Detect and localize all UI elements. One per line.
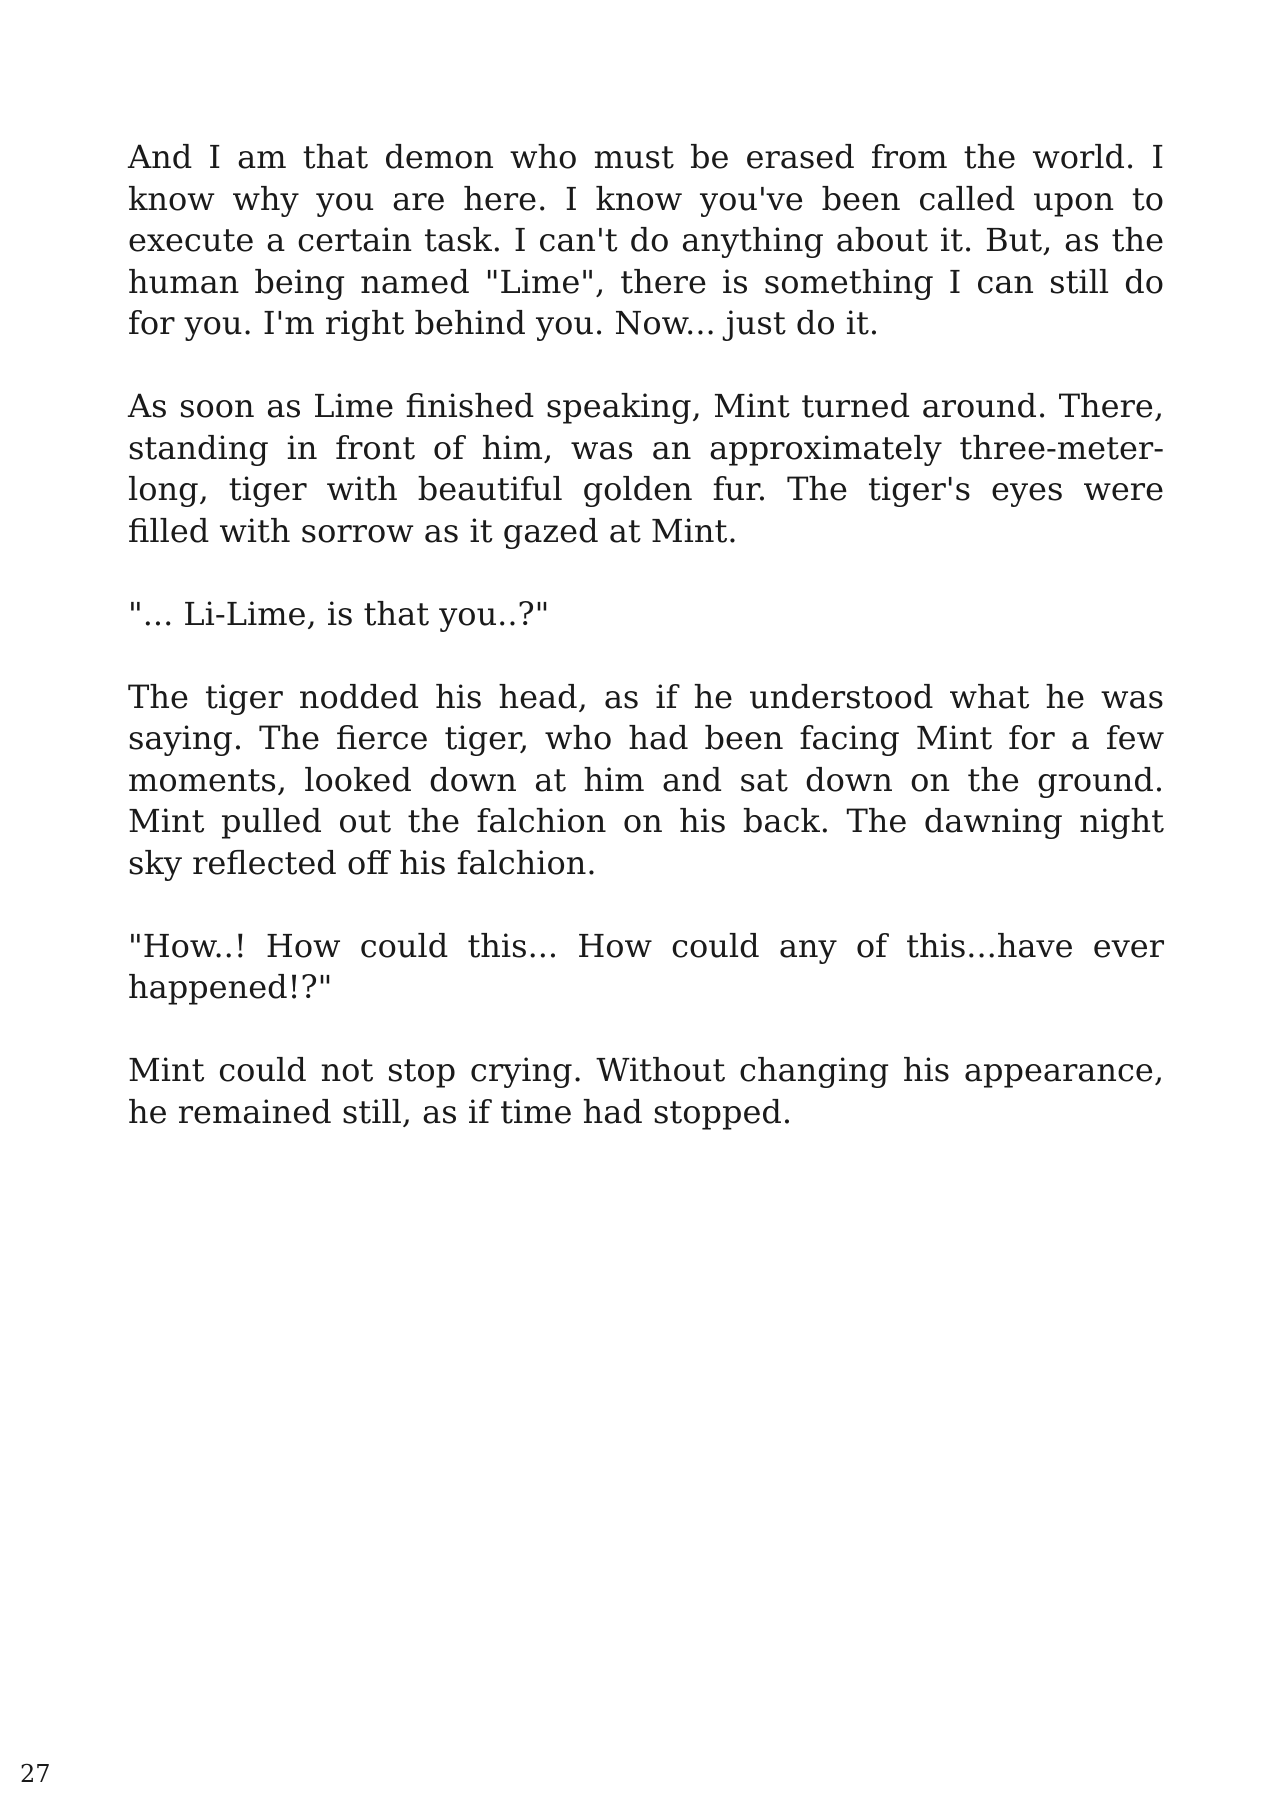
- paragraph: As soon as Lime finished speaking, Mint turned around. There, standing in front of him, was an approximately three-meter-long, tiger with beautiful golden fur. The tiger's eyes were filled with sorrow as it gazed at Mint.: [128, 387, 1164, 550]
- paragraph: Mint could not stop crying. Without changing his appearance, he remained still, as if time had stopped.: [128, 1051, 1164, 1131]
- paragraph: "... Li-Lime, is that you..?": [128, 594, 550, 633]
- paragraph: And I am that demon who must be erased from the world. I know why you are here. I know you've been called upon to execute a certain task. I can't do anything about it. But, as the human being named "Lime", there is something I can still do for you. I'm right behind you. Now... just do it.: [128, 138, 1164, 342]
- body-text: [128, 137, 1164, 1175]
- paragraph: The tiger nodded his head, as if he understood what he was saying. The fierce tiger, who had been facing Mint for a few moments, looked down at him and sat down on the ground. Mint pulled out the falchion on his back. The dawning night sky reflected off his falchion.: [128, 677, 1164, 882]
- paragraph: "How..! How could this... How could any of this...have ever happened!?": [128, 926, 1164, 1006]
- page-number: 27: [20, 1760, 51, 1788]
